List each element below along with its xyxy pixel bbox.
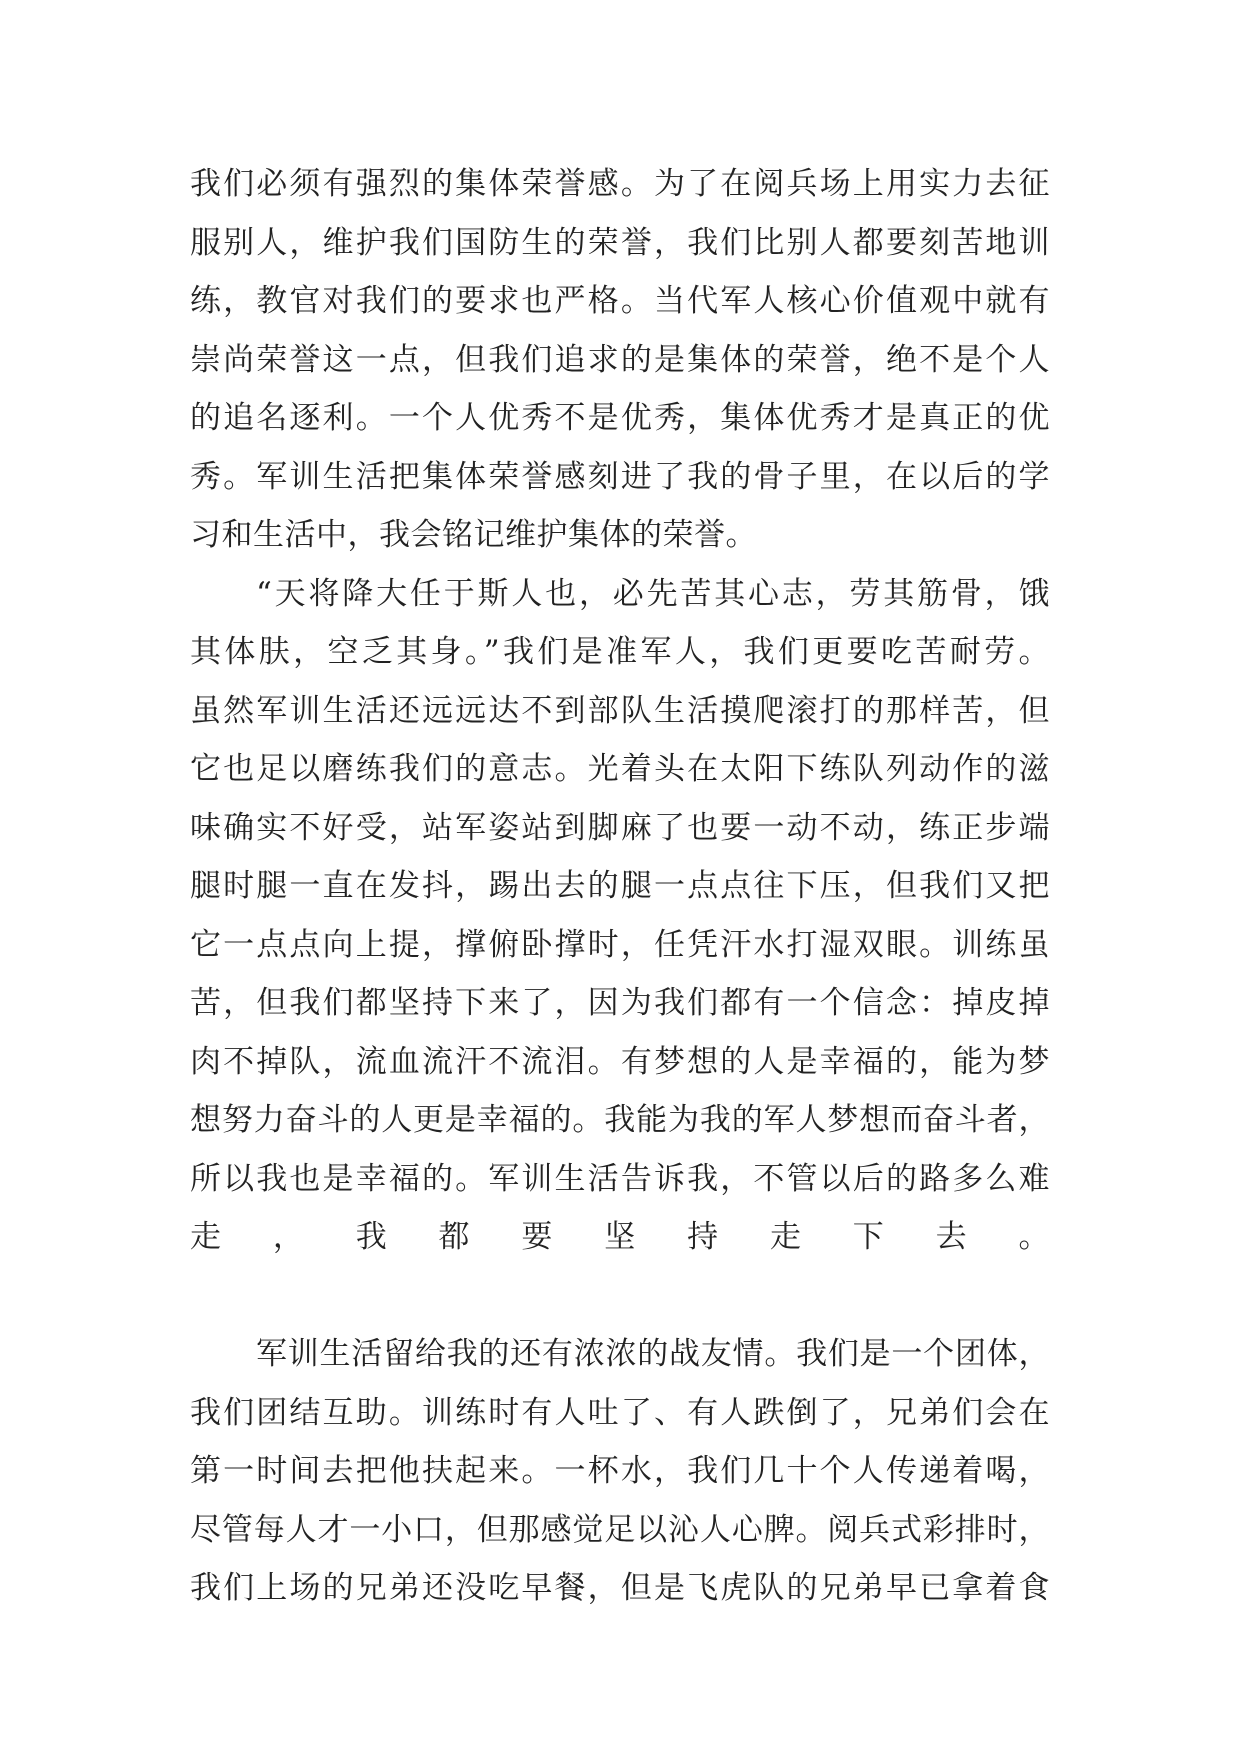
text-line: 它也足以磨练我们的意志。光着头在太阳下练队列动作的滋 [190,751,1050,787]
text-line: 军训生活留给我的还有浓浓的战友情。我们是一个团体， [256,1336,1050,1372]
text-line: 我们团结互助。训练时有人吐了、有人跌倒了，兄弟们会在 [190,1394,1050,1431]
text-line: 味确实不好受，站军姿站到脚麻了也要一动不动，练正步端 [190,809,1050,846]
text-line: 的追名逐利。一个人优秀不是优秀，集体优秀才是真正的优 [190,400,1050,436]
text-line: 其体肤，空乏其身。”我们是准军人，我们更要吃苦耐劳。 [190,634,1050,670]
text-line: 所以我也是幸福的。军训生活告诉我，不管以后的路多么难 [190,1160,1050,1197]
text-line: 服别人，维护我们国防生的荣誉，我们比别人都要刻苦地训 [190,224,1050,261]
text-line: 肉不掉队，流血流汗不流泪。有梦想的人是幸福的，能为梦 [190,1043,1050,1080]
text-line: 习和生活中，我会铭记维护集体的荣誉。 [190,517,757,553]
text-line: 崇尚荣誉这一点，但我们追求的是集体的荣誉，绝不是个人 [190,341,1050,378]
text-line: 第一时间去把他扶起来。一杯水，我们几十个人传递着喝， [190,1453,1050,1489]
text-line: 苦，但我们都坚持下来了，因为我们都有一个信念：掉皮掉 [190,985,1050,1021]
text-line: 尽管每人才一小口，但那感觉足以沁人心脾。阅兵式彩排时， [190,1511,1050,1548]
text-line: 秀。军训生活把集体荣誉感刻进了我的骨子里，在以后的学 [190,458,1050,495]
text-line: 我们必须有强烈的集体荣誉感。为了在阅兵场上用实力去征 [190,166,1050,202]
text-line: “天将降大任于斯人也，必先苦其心志，劳其筋骨，饿 [256,575,1050,612]
text-line: 它一点点向上提，撑俯卧撑时，任凭汗水打湿双眼。训练虽 [190,926,1050,963]
paragraph-1 [190,155,1050,565]
text-line: 腿时腿一直在发抖，踢出去的腿一点点往下压，但我们又把 [190,868,1050,904]
text-line: 虽然军训生活还远远达不到部队生活摸爬滚打的那样苦，但 [190,692,1050,729]
text-line: 走，我都要坚持走下去。 [190,1219,1050,1255]
paragraph-3 [190,1325,1050,1618]
text-line: 练，教官对我们的要求也严格。当代军人核心价值观中就有 [190,283,1050,319]
text-line [190,1267,1050,1326]
text-line: 我们上场的兄弟还没吃早餐，但是飞虎队的兄弟早已拿着食 [190,1570,1050,1606]
paragraph-2 [190,565,1050,1326]
text-line: 想努力奋斗的人更是幸福的。我能为我的军人梦想而奋斗者， [190,1102,1050,1138]
document-body [190,155,1050,1618]
